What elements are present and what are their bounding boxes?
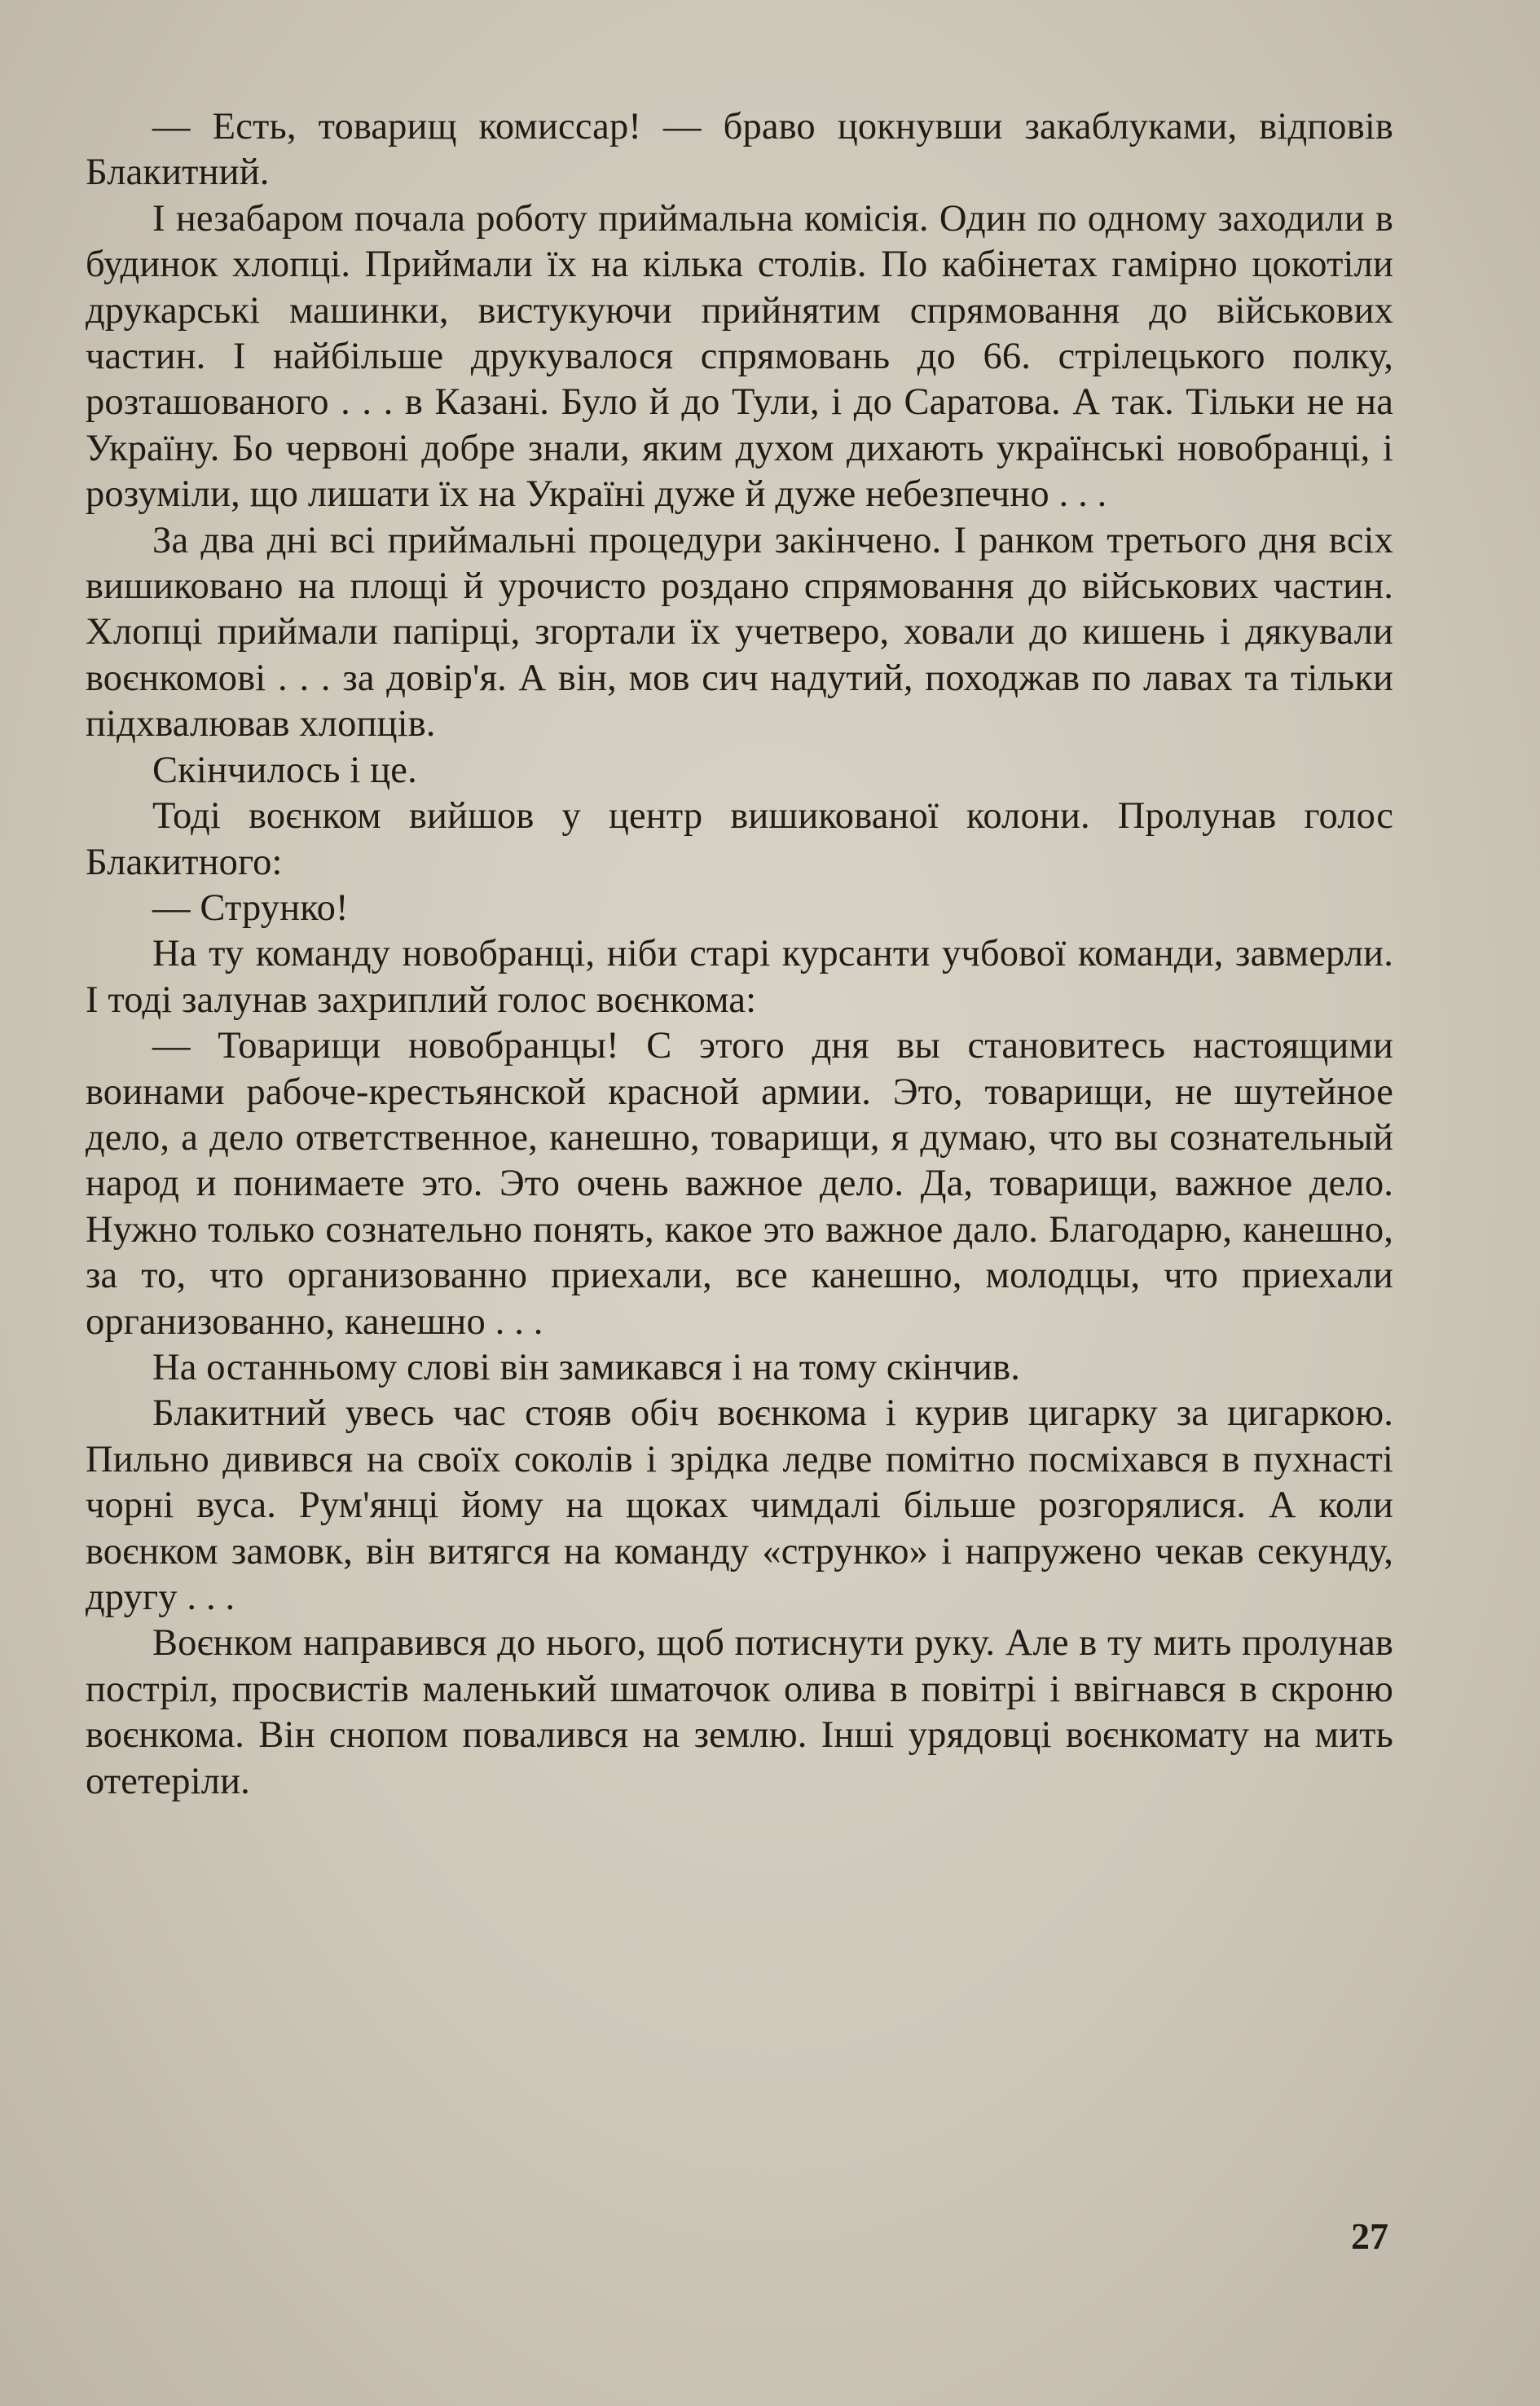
paragraph: На останньому слові він замикався і на тому скінчив. bbox=[152, 1346, 1020, 1388]
paragraph: — Товарищи новобранцы! С этого дня вы становитесь настоящими воинами рабоче-крестьянской красной армии. Это, товарищи, не шутейное дело, а дело ответственное, канешно, товарищи, я думаю, что вы сознательный народ и понимаете это. Это очень важное дело. Да, товарищи, важное дело. Нужно только сознательно понять, какое это важное дало. Благодарю, канешно, за то, что организованно приехали, все канешно, молодцы, что приехали организованно, канешно . . . bbox=[86, 1025, 1393, 1343]
paragraph: І незабаром почала роботу приймальна комісія. Один по одному заходили в будинок хлопці. Приймали їх на кілька столів. По кабінетах гамірно цокотіли друкарські машинки, вистукуючи прийнятим спрямовання до військових частин. І найбільше друкувалося спрямовань до 66. стрілецького полку, розташованого . . . в Казані. Було й до Тули, і до Саратова. А так. Тільки не на Україну. Бо червоні добре знали, яким духом дихають українські новобранці, і розуміли, що лишати їх на Україні дуже й дуже небезпечно . . . bbox=[86, 197, 1393, 516]
paragraph: — Струнко! bbox=[152, 886, 349, 929]
page-number: 27 bbox=[1351, 2215, 1388, 2257]
paragraph: — Есть, товарищ комиссар! — браво цокнувши закаблуками, відповів Блакитний. bbox=[86, 106, 1393, 194]
paragraph: На ту команду новобранці, ніби старі курсанти учбової команди, завмерли. І тоді залунав захриплий голос воєнкома: bbox=[86, 933, 1393, 1021]
paragraph: За два дні всі приймальні процедури закінчено. І ранком третього дня всіх вишиковано на площі й урочисто роздано спрямовання до військових частин. Хлопці приймали папірці, згортали їх учетверо, ховали до кишень і дякували воєнкомові . . . за довір'я. А він, мов сич надутий, походжав по лавах та тільки підхвалював хлопців. bbox=[86, 519, 1393, 746]
paragraph: Скінчилось і це. bbox=[152, 749, 417, 791]
paragraph: Тоді воєнком вийшов у центр вишикованої колони. Пролунав голос Блакитного: bbox=[86, 795, 1393, 883]
paragraph: Воєнком направився до нього, щоб потиснути руку. Але в ту мить пролунав постріл, просвистів маленький шматочок олива в повітрі і ввігнався в скроню воєнкома. Він снопом повалився на землю. Інші урядовці воєнкомату на мить отетеріли. bbox=[86, 1622, 1393, 1802]
paragraph: Блакитний увесь час стояв обіч воєнкома і курив цигарку за цигаркою. Пильно дивився на своїх соколів і зрідка ледве помітно посміхався в пухнасті чорні вуса. Рум'янці йому на щоках чимдалі більше розгорялися. А коли воєнком замовк, він витягся на команду «струнко» і напружено чекав секунду, другу . . . bbox=[86, 1392, 1393, 1618]
body-text bbox=[86, 104, 1393, 1805]
